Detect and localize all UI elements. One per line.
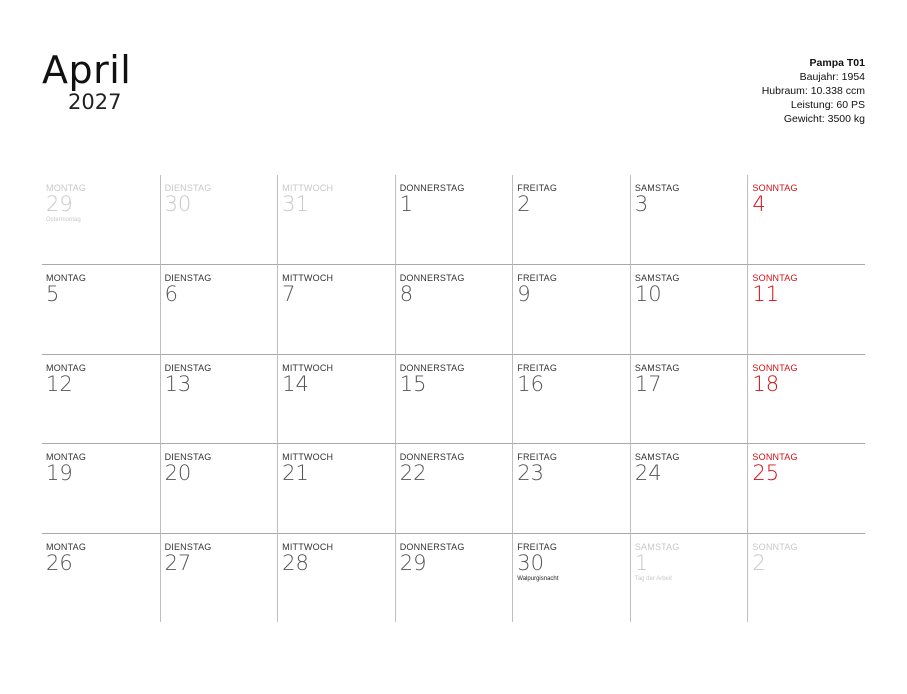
weekday-label: SONNTAG <box>752 452 798 463</box>
day-cell <box>277 533 395 622</box>
day-cell <box>747 354 865 443</box>
day-cell <box>747 175 865 264</box>
day-number: 30 <box>164 192 192 216</box>
day-number: 22 <box>399 461 427 486</box>
day-number: 25 <box>752 461 780 486</box>
day-cell <box>747 533 865 622</box>
weekday-label: SAMSTAG <box>634 541 680 552</box>
day-number: 8 <box>399 282 414 307</box>
day-number: 28 <box>282 550 309 575</box>
day-number: 24 <box>634 461 662 486</box>
day-cell <box>512 175 630 264</box>
weekday-label: SONNTAG <box>752 362 798 373</box>
day-number: 7 <box>282 282 296 307</box>
day-cell <box>277 354 395 443</box>
day-number: 21 <box>282 461 309 486</box>
day-cell <box>630 264 748 353</box>
weekday-label: MITTWOCH <box>282 541 334 552</box>
day-cell <box>42 533 160 622</box>
month-title: April <box>42 48 132 92</box>
day-cell <box>747 264 865 353</box>
day-number: 2 <box>752 550 766 575</box>
day-number: 6 <box>164 282 178 307</box>
day-cell <box>42 175 160 264</box>
day-number: 26 <box>46 550 73 575</box>
day-cell <box>395 175 513 264</box>
weekday-label: FREITAG <box>517 362 558 373</box>
vehicle-weight: Gewicht: 3500 kg <box>783 113 865 125</box>
day-number: 2 <box>517 192 531 216</box>
vehicle-info <box>762 56 865 126</box>
weekday-label: SAMSTAG <box>634 362 680 373</box>
day-number: 13 <box>164 371 192 396</box>
weekday-label: MONTAG <box>46 541 87 552</box>
day-cell <box>512 264 630 353</box>
weekday-label: SONNTAG <box>752 273 798 284</box>
day-number: 10 <box>634 282 662 307</box>
vehicle-displacement: Hubraum: 10.338 ccm <box>761 85 865 97</box>
day-cell <box>42 264 160 353</box>
weekday-label: DIENSTAG <box>164 183 212 193</box>
vehicle-build-year: Baujahr: 1954 <box>799 71 865 83</box>
day-number: 14 <box>282 371 309 396</box>
day-number: 1 <box>399 192 414 216</box>
weekday-label: SONNTAG <box>752 183 798 193</box>
day-number: 23 <box>517 461 545 486</box>
weekday-label: SONNTAG <box>752 541 798 552</box>
day-cell <box>512 443 630 532</box>
weekday-label: MITTWOCH <box>282 183 334 193</box>
weekday-label: DONNERSTAG <box>399 362 465 373</box>
weekday-label: FREITAG <box>517 183 558 193</box>
weekday-label: DONNERSTAG <box>399 541 465 552</box>
day-number: 5 <box>46 282 60 307</box>
weekday-label: DIENSTAG <box>164 541 212 552</box>
weekday-label: DONNERSTAG <box>399 273 465 284</box>
holiday-note: Ostermontag <box>46 217 81 223</box>
day-cell <box>160 533 278 622</box>
day-number: 27 <box>164 550 192 575</box>
day-cell <box>277 264 395 353</box>
day-number: 29 <box>399 550 427 575</box>
weekday-label: FREITAG <box>517 452 558 463</box>
vehicle-power: Leistung: 60 PS <box>790 99 865 111</box>
day-number: 17 <box>634 371 662 396</box>
weekday-label: DIENSTAG <box>164 362 212 373</box>
weekday-label: SAMSTAG <box>634 273 680 284</box>
day-cell <box>395 264 513 353</box>
year-title: 2027 <box>68 90 122 114</box>
day-cell <box>160 443 278 532</box>
weekday-label: MONTAG <box>46 273 87 284</box>
weekday-label: DONNERSTAG <box>399 452 465 463</box>
weekday-label: MITTWOCH <box>282 273 334 284</box>
day-number: 18 <box>752 371 780 396</box>
day-number: 11 <box>752 282 780 307</box>
day-cell <box>395 443 513 532</box>
day-cell <box>747 443 865 532</box>
weekday-label: MITTWOCH <box>282 362 334 373</box>
weekday-label: DONNERSTAG <box>399 183 465 193</box>
weekday-label: MONTAG <box>46 183 87 193</box>
day-number: 16 <box>517 371 545 396</box>
weekday-label: FREITAG <box>517 541 558 552</box>
day-number: 9 <box>517 282 531 307</box>
day-cell <box>160 354 278 443</box>
day-number: 30 <box>517 550 545 575</box>
day-number: 20 <box>164 461 192 486</box>
day-cell <box>395 354 513 443</box>
day-cell <box>512 354 630 443</box>
day-cell <box>395 533 513 622</box>
day-cell <box>630 533 748 622</box>
day-number: 1 <box>634 550 649 575</box>
holiday-note: Tag der Arbeit <box>634 575 672 582</box>
weekday-label: SAMSTAG <box>634 452 680 463</box>
day-number: 29 <box>46 192 73 216</box>
day-number: 31 <box>282 192 309 216</box>
weekday-label: DIENSTAG <box>164 452 212 463</box>
day-cell <box>512 533 630 622</box>
day-number: 12 <box>46 371 73 396</box>
day-number: 3 <box>634 192 649 216</box>
calendar-grid <box>42 175 865 622</box>
weekday-label: FREITAG <box>517 273 558 284</box>
day-cell <box>630 443 748 532</box>
day-cell <box>160 264 278 353</box>
weekday-label: MITTWOCH <box>282 452 334 463</box>
day-cell <box>630 175 748 264</box>
weekday-label: DIENSTAG <box>164 273 212 284</box>
day-cell <box>277 175 395 264</box>
day-number: 4 <box>752 192 766 216</box>
vehicle-name: Pampa T01 <box>809 57 865 69</box>
day-number: 19 <box>46 461 73 486</box>
day-cell <box>630 354 748 443</box>
day-cell <box>160 175 278 264</box>
weekday-label: MONTAG <box>46 452 87 463</box>
day-cell <box>42 354 160 443</box>
weekday-label: MONTAG <box>46 362 87 373</box>
weekday-label: SAMSTAG <box>634 183 680 193</box>
day-number: 15 <box>399 371 427 396</box>
day-cell <box>277 443 395 532</box>
holiday-note: Walpurgisnacht <box>517 575 559 582</box>
day-cell <box>42 443 160 532</box>
